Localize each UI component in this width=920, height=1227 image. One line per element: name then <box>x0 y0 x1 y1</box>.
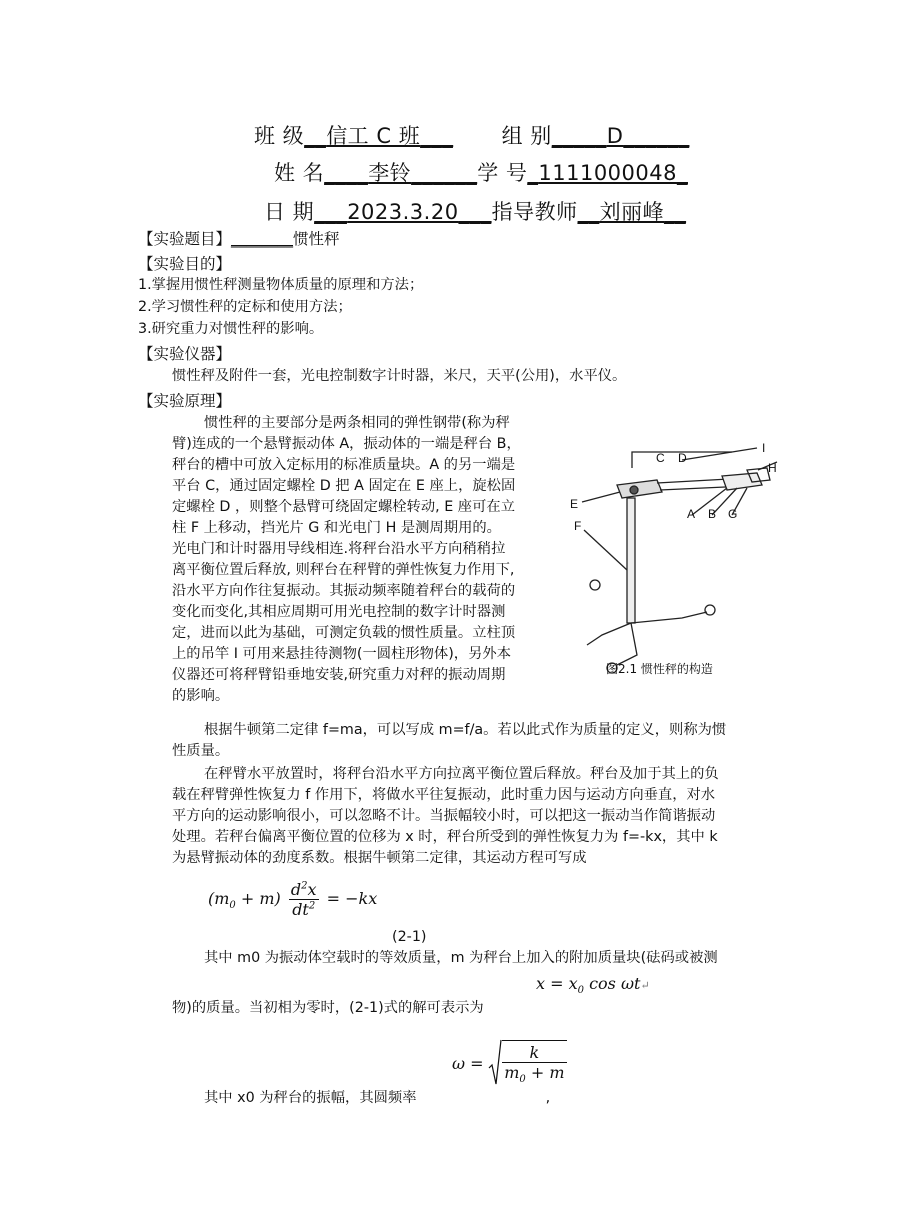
eq-fraction <box>502 1040 568 1085</box>
instruments-label: 【实验仪器】 <box>138 345 232 363</box>
principle-para-3 <box>172 764 719 869</box>
eq-num: d <box>290 880 302 899</box>
para5 <box>204 1088 550 1109</box>
principle-label: 【实验原理】 <box>138 392 232 410</box>
name-label: 姓 名 <box>274 161 325 185</box>
para5-tail: , <box>545 1090 551 1106</box>
sqrt-sign <box>488 1038 502 1088</box>
teacher-label: 指导教师 <box>491 200 578 224</box>
eq-sub: 0 <box>577 985 584 997</box>
figure-label-G: G <box>728 507 738 521</box>
eq-part: + m) <box>235 889 281 908</box>
equation-number: (2-1) <box>392 929 427 945</box>
class-value: 信工 C 班 <box>326 124 421 148</box>
para1-line: 柱 F 上移动，挡光片 G 和光电门 H 是测周期用的。 <box>172 520 501 536</box>
para5-text: 其中 x0 为秤台的振幅，其圆频率 <box>204 1090 417 1106</box>
header-line-3: 日 期___2023.3.20___指导教师__刘丽峰__ <box>264 200 687 224</box>
purpose-item-3: 3.研究重力对惯性秤的影响。 <box>138 321 324 337</box>
para1-line: 臂)连成的一个悬臂振动体 A，振动体的一端是秤台 B， <box>172 436 521 452</box>
para1-line: 定，进而以此为基础，可测定负载的惯性质量。立柱顶 <box>172 625 516 641</box>
eq-den: dt <box>292 900 309 919</box>
purpose-item-2: 2.学习惯性秤的定标和使用方法； <box>138 299 352 315</box>
figure-label-A: A <box>687 507 696 521</box>
equation-solution <box>536 974 650 996</box>
eq-mark: ↵ <box>640 979 650 992</box>
topic-value: 惯性秤 <box>293 230 340 248</box>
id-value: 1111000048 <box>538 161 677 185</box>
balance-diagram <box>562 440 792 685</box>
principle-para-1 <box>172 413 557 707</box>
para1-line: 定螺栓 D ，则整个悬臂可绕固定螺栓转动, E 座可在立 <box>172 499 515 515</box>
equation-omega <box>452 1038 570 1088</box>
eq-num-x: x <box>307 880 317 899</box>
para3-line: 处理。若秤台偏离平衡位置的位移为 x 时，秤台所受到的弹性恢复力为 f=-kx，其中 k <box>172 829 718 845</box>
figure-label-E: E <box>570 497 579 511</box>
group-value: D <box>606 124 624 148</box>
eq-lhs: ω = <box>452 1053 484 1073</box>
para3-line: 载在秤臂弹性恢复力 f 作用下，将做水平往复振动，此时重力因与运动方向垂直，对水 <box>172 787 716 803</box>
eq-part: (m <box>208 889 230 908</box>
para4-line-1: 其中 m0 为振动体空载时的等效质量，m 为秤台上加入的附加质量块(砝码或被测 <box>204 950 718 966</box>
figure-label-H: H <box>768 461 777 475</box>
para3-line: 为悬臂振动体的劲度系数。根据牛顿第二定律，其运动方程可写成 <box>172 850 587 866</box>
eq-sup: 2 <box>308 900 316 912</box>
instruments-text: 惯性秤及附件一套，光电控制数字计时器，米尺，天平(公用)，水平仪。 <box>172 368 627 384</box>
figure-label-F: F <box>574 519 582 533</box>
para1-line: 秤台的槽中可放入定标用的标准质量块。A 的另一端是 <box>172 457 516 473</box>
figure-caption: 图2.1 惯性秤的构造 <box>606 662 713 676</box>
para1-line: 光电门和计时器用导线相连.将秤台沿水平方向稍稍拉 <box>172 541 506 557</box>
para1-line: 沿水平方向作往复振动。其振动频率随着秤台的载荷的 <box>172 583 516 599</box>
topic-label: 【实验题目】 <box>138 230 232 248</box>
eq-sub: 0 <box>519 1074 526 1086</box>
para2-line: 根据牛顿第二定律 f=ma，可以写成 m=f/a。若以此式作为质量的定义，则称为惯 <box>204 722 727 738</box>
figure-label-D: D <box>678 451 687 465</box>
eq-fraction <box>289 880 319 919</box>
id-label: 学 号 <box>477 161 528 185</box>
date-value: 2023.3.20 <box>347 200 459 224</box>
header-line-2: 姓 名____李铃______学 号_1111000048_ <box>274 161 688 185</box>
inertial-balance-figure <box>562 440 792 685</box>
eq-part: cos ωt <box>584 974 641 993</box>
equation-motion <box>208 880 377 919</box>
figure-label-C: C <box>656 451 665 465</box>
class-label: 班 级 <box>254 124 305 148</box>
figure-label-B: B <box>708 507 717 521</box>
para3-line: 在秤臂水平放置时，将秤台沿水平方向拉离平衡位置后释放。秤台及加于其上的负 <box>204 766 719 782</box>
purpose-item-1: 1.掌握用惯性秤测量物体质量的原理和方法； <box>138 277 424 293</box>
figure-label-I: I <box>762 441 766 455</box>
eq-sup: 2 <box>301 880 308 892</box>
para4-line-2: 物)的质量。当初相为零时，(2-1)式的解可表示为 <box>172 1000 484 1016</box>
eq-num: k <box>502 1043 568 1063</box>
para1-line: 离平衡位置后释放, 则秤台在秤臂的弹性恢复力作用下, <box>172 562 515 578</box>
para1-line: 仪器还可将秤臂铅垂地安装,研究重力对秤的振动周期 <box>172 667 506 683</box>
para1-line: 上的吊竿 I 可用来悬挂待测物(一圆柱形物体)，另外本 <box>172 646 511 662</box>
eq-sub: 0 <box>229 900 236 912</box>
name-value: 李铃 <box>368 161 412 185</box>
para1-line: 惯性秤的主要部分是两条相同的弹性钢带(称为秤 <box>204 415 510 431</box>
eq-den: m <box>504 1063 520 1083</box>
date-label: 日 期 <box>264 200 315 224</box>
header-line-1: 班 级__信工 C 班___ 组 别_____D______ <box>254 124 690 148</box>
teacher-value: 刘丽峰 <box>599 200 665 224</box>
para3-line: 平方向的运动影响很小，可以忽略不计。当振幅较小时，可以把这一振动当作简谐振动 <box>172 808 716 824</box>
eq-den: + m <box>525 1063 565 1083</box>
topic-line: 【实验题目】________惯性秤 <box>138 230 340 248</box>
para1-line: 变化而变化,其相应周期可用光电控制的数字计时器测 <box>172 604 506 620</box>
principle-para-2 <box>172 720 726 762</box>
para1-line: 的影响。 <box>172 688 230 704</box>
eq-rhs: = −kx <box>326 889 378 908</box>
purpose-label: 【实验目的】 <box>138 255 232 273</box>
eq-part: x = x <box>536 974 578 993</box>
para2-line: 性质量。 <box>172 743 230 759</box>
para1-line: 平台 C，通过固定螺栓 D 把 A 固定在 E 座上，旋松固 <box>172 478 516 494</box>
group-label: 组 别 <box>501 124 552 148</box>
